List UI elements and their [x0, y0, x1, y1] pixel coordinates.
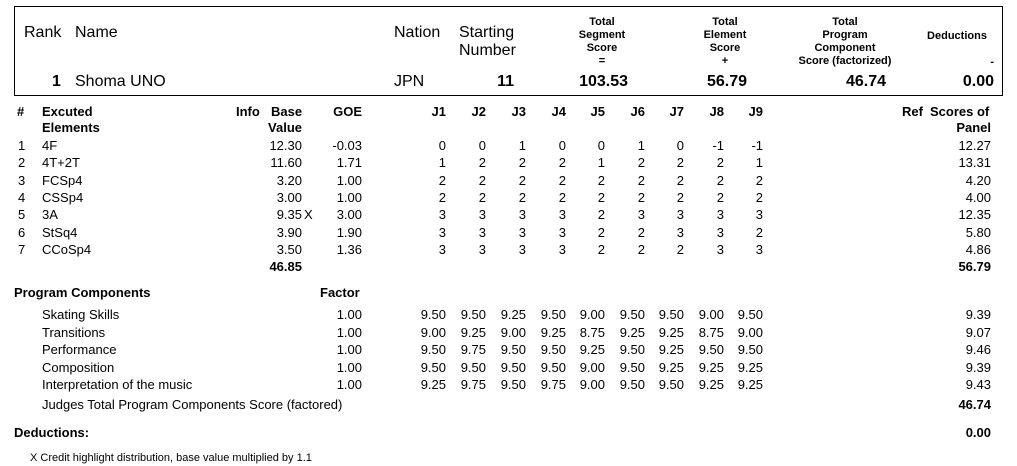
col-base-1: Base [271, 104, 303, 119]
total-program-component-score: 46.74 [845, 73, 886, 90]
judge-header: J1 [431, 104, 446, 119]
nation-label: Nation [394, 24, 441, 41]
judge-score: 3 [438, 207, 446, 223]
element-number: 6 [18, 224, 26, 240]
element-row [0, 207, 1017, 224]
judge-score: 3 [518, 207, 526, 223]
total-deductions: 0.00 [962, 73, 994, 90]
element-goe: -0.03 [332, 138, 362, 153]
skater-nation: JPN [394, 73, 425, 90]
judge-score: 9.50 [658, 377, 684, 393]
judge-score: 2 [558, 189, 566, 205]
component-row [0, 307, 1017, 324]
judge-score: 2 [637, 224, 645, 240]
element-name: CSSp4 [42, 189, 84, 205]
pcs-total: 46.74 [958, 397, 991, 412]
element-base-value: 11.60 [270, 155, 302, 171]
judge-score: 9.50 [500, 342, 526, 358]
judge-score: 9.50 [420, 307, 446, 322]
component-name: Composition [42, 359, 115, 375]
col-goe: GOE [333, 104, 362, 119]
judge-score: 2 [637, 189, 645, 205]
judge-score: 2 [518, 155, 526, 171]
judge-header: J4 [551, 104, 566, 119]
judge-score: 2 [755, 189, 763, 205]
element-base-value: 3.50 [276, 241, 302, 257]
col-elements-2: Elements [42, 120, 100, 135]
element-panel-score: 12.35 [958, 207, 991, 223]
skater-rank: 1 [52, 73, 61, 90]
element-info: X [304, 207, 313, 223]
judge-score: -1 [751, 138, 763, 153]
component-panel-score: 9.07 [965, 324, 991, 340]
element-name: 4T+2T [42, 155, 80, 171]
element-score-total: 56.79 [958, 259, 991, 274]
judge-header: J5 [590, 104, 605, 119]
judge-score: 9.50 [619, 342, 645, 358]
component-factor: 1.00 [336, 342, 362, 358]
judge-score: 9.50 [619, 359, 645, 375]
judge-score: 9.25 [460, 324, 486, 340]
element-row [0, 190, 1017, 207]
judge-score: 3 [478, 207, 486, 223]
judge-score: 8.75 [698, 324, 724, 340]
element-name: 4F [42, 138, 58, 153]
judge-score: 2 [478, 155, 486, 171]
component-panel-score: 9.39 [965, 359, 991, 375]
judge-score: 9.25 [500, 307, 526, 322]
col-num: # [17, 104, 25, 119]
judge-header: J9 [748, 104, 763, 119]
component-panel-score: 9.39 [965, 307, 991, 322]
number-label: Number [459, 42, 516, 59]
element-panel-score: 12.27 [958, 138, 991, 153]
judge-score: 9.00 [579, 377, 605, 393]
judge-score: 2 [676, 241, 684, 257]
judge-score: 1 [755, 155, 763, 171]
element-number: 4 [18, 189, 26, 205]
judge-score: 9.00 [579, 307, 605, 322]
judge-score: 3 [676, 207, 684, 223]
judge-score: 3 [478, 224, 486, 240]
judge-score: 2 [597, 207, 605, 223]
judge-score: 9.50 [619, 307, 645, 322]
judge-score: 9.00 [420, 324, 446, 340]
judge-score: 9.50 [540, 342, 566, 358]
judge-score: 3 [558, 207, 566, 223]
element-row [0, 138, 1017, 155]
judge-score: 3 [716, 207, 724, 223]
element-number: 7 [18, 241, 26, 257]
element-goe: 1.71 [336, 155, 362, 171]
judge-score: 2 [597, 224, 605, 240]
judge-score: 3 [478, 241, 486, 257]
element-panel-score: 13.31 [958, 155, 991, 171]
judge-score: 9.50 [420, 359, 446, 375]
judge-score: 9.25 [658, 359, 684, 375]
component-factor: 1.00 [336, 377, 362, 393]
element-number: 5 [18, 207, 26, 223]
component-row [0, 325, 1017, 342]
component-panel-score: 9.43 [965, 377, 991, 393]
judge-score: 0 [558, 138, 566, 153]
col-elements-1: Excuted [42, 104, 93, 119]
element-base-value: 3.20 [276, 172, 302, 188]
judge-score: 9.50 [420, 342, 446, 358]
judge-score: 9.75 [460, 342, 486, 358]
element-name: 3A [42, 207, 58, 223]
judge-score: 2 [716, 172, 724, 188]
judge-score: 2 [676, 189, 684, 205]
element-panel-score: 4.00 [965, 189, 991, 205]
element-base-value: 9.35 [276, 207, 302, 223]
judge-score: 9.00 [737, 324, 763, 340]
component-name: Performance [42, 342, 117, 358]
element-panel-score: 5.80 [965, 224, 991, 240]
judge-header: J2 [471, 104, 486, 119]
judge-score: 9.50 [460, 359, 486, 375]
judge-score: 3 [676, 224, 684, 240]
component-factor: 1.00 [336, 324, 362, 340]
deductions-dash: - [990, 56, 994, 68]
judge-score: 2 [478, 189, 486, 205]
element-goe: 1.90 [336, 224, 362, 240]
judge-score: 9.00 [698, 307, 724, 322]
judge-score: 9.50 [619, 377, 645, 393]
element-row [0, 173, 1017, 190]
deductions-value: 0.00 [965, 425, 991, 440]
judge-score: 3 [716, 241, 724, 257]
judge-score: 2 [755, 224, 763, 240]
judge-score: -1 [712, 138, 724, 153]
judge-score: 0 [478, 138, 486, 153]
judge-header: J8 [709, 104, 724, 119]
element-panel-score: 4.86 [965, 241, 991, 257]
judge-score: 9.25 [420, 377, 446, 393]
element-row [0, 242, 1017, 259]
judge-score: 9.00 [579, 359, 605, 375]
starting-label: Starting [459, 24, 515, 41]
element-number: 2 [18, 155, 26, 171]
element-base-value: 12.30 [269, 138, 302, 153]
component-panel-score: 9.46 [965, 342, 991, 358]
footnote: X Credit highlight distribution, base value multiplied by 1.1 [30, 452, 312, 464]
pcs-header: Total Program Component Score (factorized) [798, 16, 892, 67]
judge-score: 9.50 [540, 359, 566, 375]
judge-score: 9.50 [460, 307, 486, 322]
col-ref: Ref [902, 104, 923, 119]
element-name: StSq4 [42, 224, 78, 240]
judge-score: 2 [637, 241, 645, 257]
judge-score: 0 [597, 138, 605, 153]
element-base-value: 3.90 [276, 224, 302, 240]
judge-score: 9.25 [579, 342, 605, 358]
skater-start-number: 11 [497, 73, 514, 90]
judge-score: 1 [597, 155, 605, 171]
tss-header: Total Segment Score = [578, 16, 626, 67]
judge-score: 3 [518, 241, 526, 257]
judge-score: 2 [438, 172, 446, 188]
col-base-2: Value [268, 120, 302, 135]
judge-score: 0 [676, 138, 684, 153]
judge-score: 9.50 [500, 377, 526, 393]
col-info: Info [236, 104, 260, 119]
component-name: Interpretation of the music [42, 377, 193, 393]
judge-score: 1 [518, 138, 526, 153]
judge-score: 3 [637, 207, 645, 223]
judge-score: 2 [518, 189, 526, 205]
pcs-total-label: Judges Total Program Components Score (factored) [42, 397, 343, 412]
element-name: FCSp4 [42, 172, 83, 188]
element-number: 1 [18, 138, 26, 153]
judge-score: 9.25 [619, 324, 645, 340]
judge-score: 2 [438, 189, 446, 205]
judge-score: 3 [716, 224, 724, 240]
judge-score: 9.75 [540, 377, 566, 393]
judge-score: 2 [676, 172, 684, 188]
judge-score: 2 [597, 189, 605, 205]
judge-score: 8.75 [579, 324, 605, 340]
judge-score: 2 [558, 155, 566, 171]
element-number: 3 [18, 172, 26, 188]
judge-score: 9.50 [540, 307, 566, 322]
judge-score: 2 [637, 155, 645, 171]
deductions-header: Deductions [927, 30, 987, 42]
base-value-total: 46.85 [269, 259, 302, 274]
judge-score: 2 [716, 189, 724, 205]
judge-score: 9.50 [500, 359, 526, 375]
judge-score: 2 [676, 155, 684, 171]
element-goe: 1.00 [336, 172, 362, 188]
judge-score: 9.00 [500, 324, 526, 340]
element-goe: 3.00 [336, 207, 362, 223]
skater-name: Shoma UNO [75, 73, 166, 90]
element-row [0, 225, 1017, 242]
judge-score: 3 [755, 241, 763, 257]
judge-score: 9.25 [540, 324, 566, 340]
element-row [0, 155, 1017, 172]
element-panel-score: 4.20 [965, 172, 991, 188]
judge-score: 2 [637, 172, 645, 188]
judge-score: 1 [438, 155, 446, 171]
judge-score: 3 [558, 224, 566, 240]
tes-header: Total Element Score + [703, 16, 747, 67]
element-goe: 1.00 [336, 189, 362, 205]
program-components-heading: Program Components [14, 285, 151, 300]
component-factor: 1.00 [336, 359, 362, 375]
judge-score: 3 [518, 224, 526, 240]
judge-header: J3 [511, 104, 526, 119]
judge-score: 2 [597, 172, 605, 188]
judge-score: 2 [478, 172, 486, 188]
judge-score: 1 [637, 138, 645, 153]
judge-score: 3 [755, 207, 763, 223]
judge-score: 3 [438, 241, 446, 257]
judge-score: 9.50 [698, 342, 724, 358]
judge-score: 9.50 [658, 307, 684, 322]
judge-score: 9.50 [737, 342, 763, 358]
judge-score: 9.25 [737, 377, 763, 393]
total-element-score: 56.79 [706, 73, 747, 90]
judge-header: J7 [669, 104, 684, 119]
judge-score: 2 [755, 172, 763, 188]
judge-score: 2 [518, 172, 526, 188]
judge-score: 9.25 [698, 377, 724, 393]
factor-heading: Factor [320, 285, 360, 300]
judge-header: J6 [630, 104, 645, 119]
total-segment-score: 103.53 [579, 73, 628, 90]
component-name: Skating Skills [42, 307, 120, 322]
judge-score: 2 [597, 241, 605, 257]
judge-score: 9.50 [737, 307, 763, 322]
judge-score: 9.75 [460, 377, 486, 393]
judge-score: 0 [438, 138, 446, 153]
deductions-label: Deductions: [14, 425, 90, 440]
name-label: Name [75, 24, 118, 41]
judge-score: 2 [716, 155, 724, 171]
component-row [0, 377, 1017, 394]
judge-score: 9.25 [658, 324, 684, 340]
element-goe: 1.36 [336, 241, 362, 257]
col-scores-of: Scores of [930, 104, 990, 119]
element-base-value: 3.00 [276, 189, 302, 205]
rank-label: Rank [24, 24, 62, 41]
judge-score: 3 [438, 224, 446, 240]
judge-score: 9.25 [698, 359, 724, 375]
col-panel: Panel [956, 120, 991, 135]
component-row [0, 360, 1017, 377]
judge-score: 3 [558, 241, 566, 257]
element-name: CCoSp4 [42, 241, 92, 257]
judge-score: 9.25 [737, 359, 763, 375]
component-factor: 1.00 [336, 307, 362, 322]
component-row [0, 342, 1017, 359]
judge-score: 9.25 [658, 342, 684, 358]
judge-score: 2 [558, 172, 566, 188]
component-name: Transitions [42, 324, 106, 340]
